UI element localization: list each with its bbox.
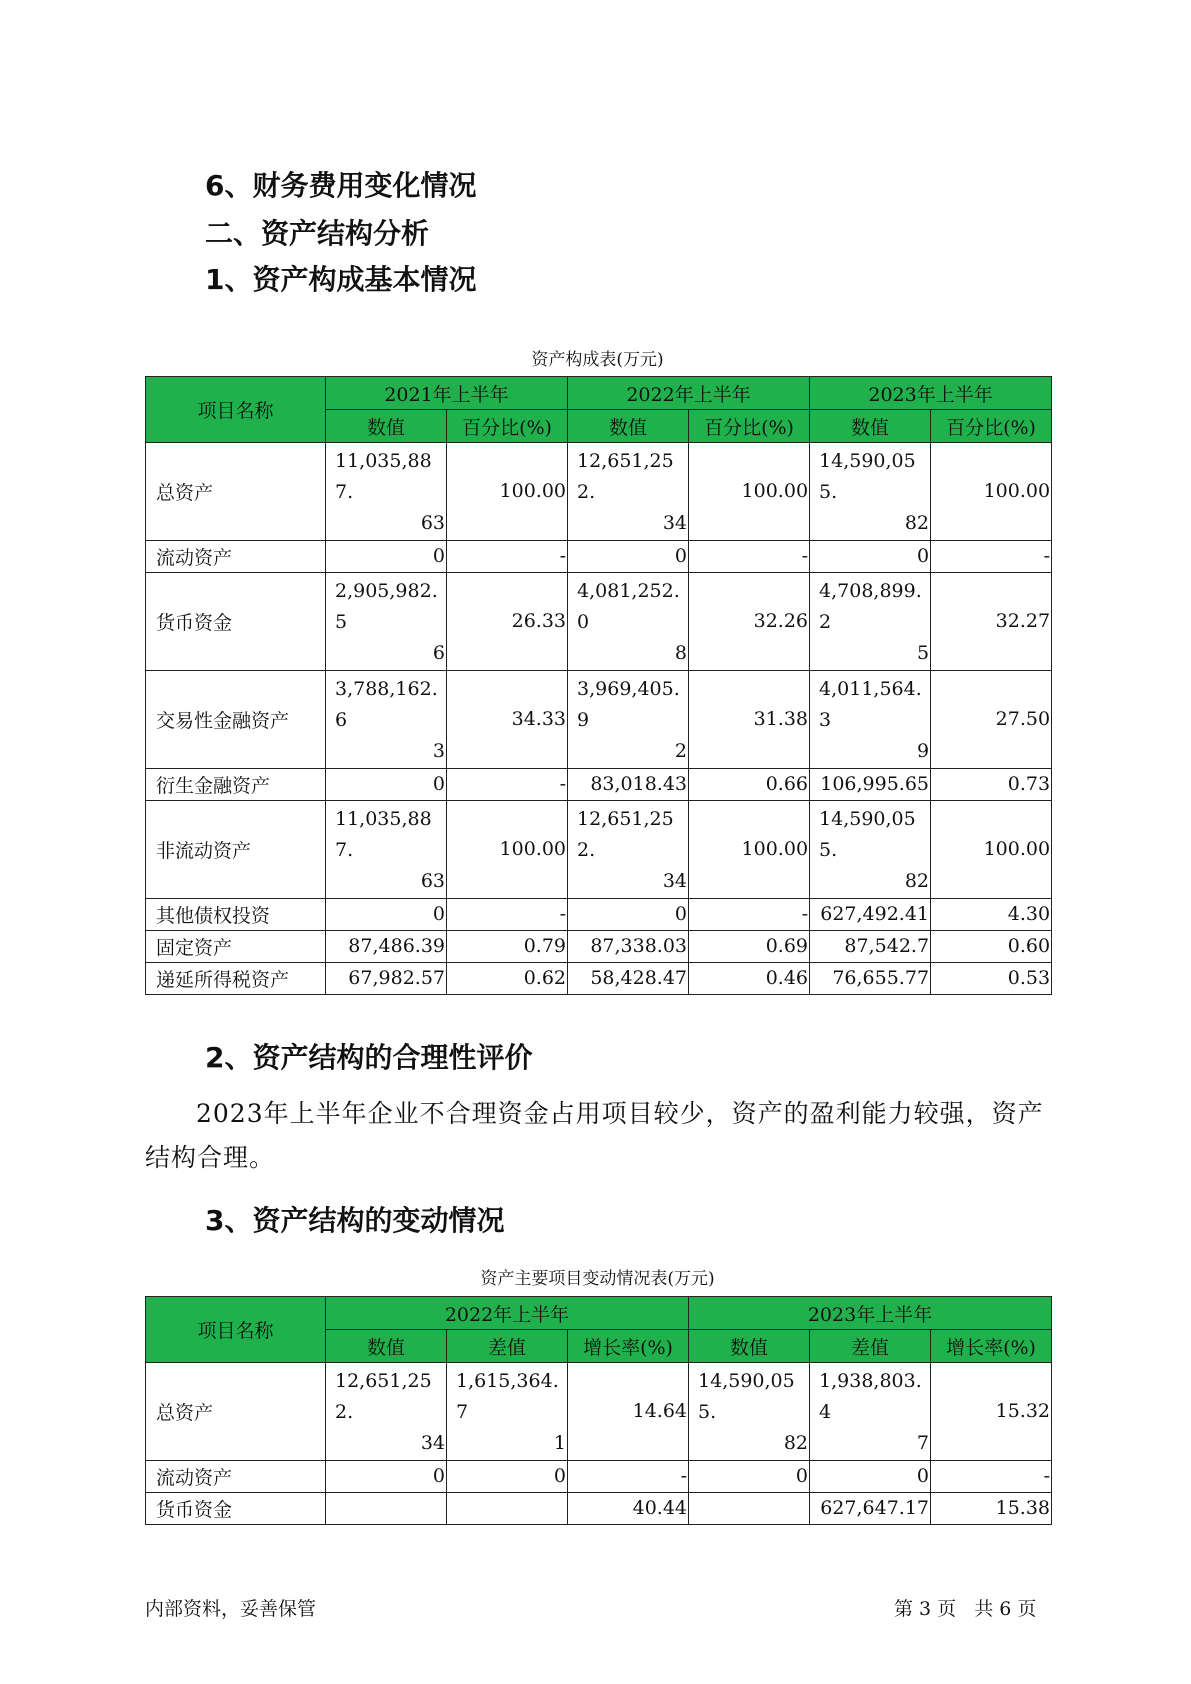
table-cell [689,1363,810,1461]
row-label: 货币资金 [146,1493,326,1525]
table2-subheader: 数值 [689,1330,810,1363]
table-cell: 100.00 [931,443,1052,541]
footer-page-label: 页 [937,1598,957,1620]
cell-line: 14,590,055. [819,450,916,503]
table-cell: 627,492.41 [810,899,931,931]
table-cell [810,1363,931,1461]
table-cell [568,573,689,671]
cell-line: 34 [662,870,688,892]
table-cell: 14.64 [568,1363,689,1461]
cell-line: 4,081,252.0 [577,580,680,633]
cell-line: 5 [916,642,930,664]
cell-line: 34 [420,1432,445,1454]
table-row [146,541,1052,573]
table-cell: 27.50 [931,671,1052,769]
table-cell [326,443,447,541]
table-cell: 0.69 [689,931,810,963]
row-label: 交易性金融资产 [146,671,326,769]
cell-line: 3,788,162.6 [335,678,438,731]
row-label: 总资产 [146,1363,326,1461]
cell-line: 34 [662,512,688,534]
footer-confidential-note: 内部资料，妥善保管 [145,1598,317,1620]
table-cell: 0.60 [931,931,1052,963]
table-cell: 0 [326,1461,447,1493]
table-cell: 0.66 [689,769,810,801]
table-cell [447,1493,568,1525]
row-label: 非流动资产 [146,801,326,899]
table-cell: 100.00 [447,801,568,899]
cell-line: 7 [916,1432,930,1454]
table-cell: 76,655.77 [810,963,931,995]
table-cell: 4.30 [931,899,1052,931]
table2-header-year: 2022年上半年 [326,1297,689,1330]
table-cell: - [568,1461,689,1493]
row-label: 流动资产 [146,541,326,573]
table-cell: 0 [447,1461,568,1493]
cell-line: 2,905,982.5 [335,580,438,633]
table1-subheader: 百分比(%) [447,410,568,443]
table1-header-year: 2022年上半年 [568,377,810,410]
footer-total-label: 页 [1017,1598,1037,1620]
table-cell: 0.62 [447,963,568,995]
cell-line: 3,969,405.9 [577,678,680,731]
table2-header-year: 2023年上半年 [689,1297,1052,1330]
table-cell [810,573,931,671]
table-cell: 0 [326,769,447,801]
table-cell: 0.53 [931,963,1052,995]
table-cell: 32.26 [689,573,810,671]
table-cell: 0 [689,1461,810,1493]
cell-line: 63 [420,512,445,534]
table-cell [810,443,931,541]
table-cell: 106,995.65 [810,769,931,801]
table-cell: 0 [810,1461,931,1493]
row-label: 流动资产 [146,1461,326,1493]
row-label: 总资产 [146,443,326,541]
table2-subheader: 差值 [447,1330,568,1363]
table-cell [447,1363,568,1461]
footer-total-label: 共 [974,1598,994,1620]
table1-subheader: 数值 [810,410,931,443]
table-cell: - [447,541,568,573]
heading-asset-composition: 1、资产构成基本情况 [205,263,477,296]
table-row [146,931,1052,963]
table1-header-name: 项目名称 [146,377,326,443]
table-row [146,769,1052,801]
table-cell [326,573,447,671]
cell-line: 11,035,887. [335,450,432,503]
table1-header-year: 2021年上半年 [326,377,568,410]
table-cell [326,1363,447,1461]
table-cell: 100.00 [931,801,1052,899]
table2-subheader: 增长率(%) [931,1330,1052,1363]
footer-page-number [891,1594,1039,1621]
table-cell: 34.33 [447,671,568,769]
asset-change-table [145,1296,1052,1525]
table-cell: 0 [568,899,689,931]
heading-asset-structure: 二、资产结构分析 [205,217,430,250]
cell-line: 12,651,252. [335,1370,432,1423]
table-cell [326,671,447,769]
table-cell [568,443,689,541]
cell-line: 82 [904,512,930,534]
table-cell: 0 [326,899,447,931]
table-cell: 32.27 [931,573,1052,671]
table2-caption: 资产主要项目变动情况表(万元) [480,1269,715,1289]
footer-page-current: 3 [919,1598,932,1620]
table-cell: 0.79 [447,931,568,963]
table-cell: - [447,899,568,931]
table-cell: - [931,541,1052,573]
cell-line: 14,590,055. [698,1370,795,1423]
table-cell [326,801,447,899]
table2-subheader: 差值 [810,1330,931,1363]
cell-line: 82 [904,870,930,892]
cell-line: 4,011,564.3 [819,678,922,731]
table2-subheader: 增长率(%) [568,1330,689,1363]
table-cell: 58,428.47 [568,963,689,995]
table2-subheader: 数值 [326,1330,447,1363]
cell-line: 63 [420,870,445,892]
cell-line: 2 [674,740,688,762]
table-cell: 87,542.7 [810,931,931,963]
table-row [146,443,1052,541]
table-cell: - [447,769,568,801]
table-cell: 15.32 [931,1363,1052,1461]
cell-line: 6 [432,642,445,664]
row-label: 固定资产 [146,931,326,963]
heading-financial-expense: 6、财务费用变化情况 [205,169,477,202]
table-row [146,899,1052,931]
table-cell [568,671,689,769]
table-cell: 100.00 [689,443,810,541]
table-row [146,573,1052,671]
table-cell: 67,982.57 [326,963,447,995]
table-cell [568,801,689,899]
table-cell: 0.46 [689,963,810,995]
table-row [146,963,1052,995]
row-label: 货币资金 [146,573,326,671]
table2-header-name: 项目名称 [146,1297,326,1363]
table-cell: 0 [810,541,931,573]
cell-line: 11,035,887. [335,808,432,861]
table-cell: 0.73 [931,769,1052,801]
table-cell: 15.38 [931,1493,1052,1525]
table-cell: 100.00 [689,801,810,899]
table-row [146,1363,1052,1461]
table-cell: - [689,899,810,931]
cell-line: 8 [674,642,688,664]
table-row [146,1461,1052,1493]
table1-subheader: 数值 [568,410,689,443]
cell-line: 4,708,899.2 [819,580,922,633]
table-cell: 87,338.03 [568,931,689,963]
cell-line: 1 [553,1432,566,1454]
table-cell: 26.33 [447,573,568,671]
table-row [146,1493,1052,1525]
table-cell: 0 [326,541,447,573]
row-label: 衍生金融资产 [146,769,326,801]
table-cell: 83,018.43 [568,769,689,801]
table-cell [810,671,931,769]
cell-line: 14,590,055. [819,808,916,861]
cell-line: 82 [783,1432,809,1454]
table-cell [810,801,931,899]
cell-line: 1,938,803.4 [819,1370,922,1423]
table1-subheader: 百分比(%) [689,410,810,443]
table-cell: 100.00 [447,443,568,541]
table-cell [689,1493,810,1525]
row-label: 递延所得税资产 [146,963,326,995]
table-row [146,671,1052,769]
table-cell: 87,486.39 [326,931,447,963]
table1-subheader: 百分比(%) [931,410,1052,443]
cell-line: 12,651,252. [577,450,674,503]
table-cell: 31.38 [689,671,810,769]
table-row [146,801,1052,899]
heading-structure-change: 3、资产结构的变动情况 [205,1204,505,1237]
table-cell: 40.44 [568,1493,689,1525]
table-cell: - [689,541,810,573]
cell-line: 1,615,364.7 [456,1370,559,1423]
cell-line: 3 [432,740,445,762]
table1-caption: 资产构成表(万元) [531,350,664,370]
cell-line: 9 [916,740,930,762]
table-cell: 0 [568,541,689,573]
row-label: 其他债权投资 [146,899,326,931]
table-cell: - [931,1461,1052,1493]
footer-page-label: 第 [894,1598,914,1620]
table-cell [326,1493,447,1525]
table-cell: 627,647.17 [810,1493,931,1525]
heading-rationality: 2、资产结构的合理性评价 [205,1041,533,1074]
footer-page-total: 6 [999,1598,1012,1620]
cell-line: 12,651,252. [577,808,674,861]
table1-subheader: 数值 [326,410,447,443]
table1-header-year: 2023年上半年 [810,377,1052,410]
rationality-paragraph: 2023年上半年企业不合理资金占用项目较少，资产的盈利能力较强，资产结构合理。 [145,1099,1044,1172]
asset-composition-table [145,376,1052,995]
